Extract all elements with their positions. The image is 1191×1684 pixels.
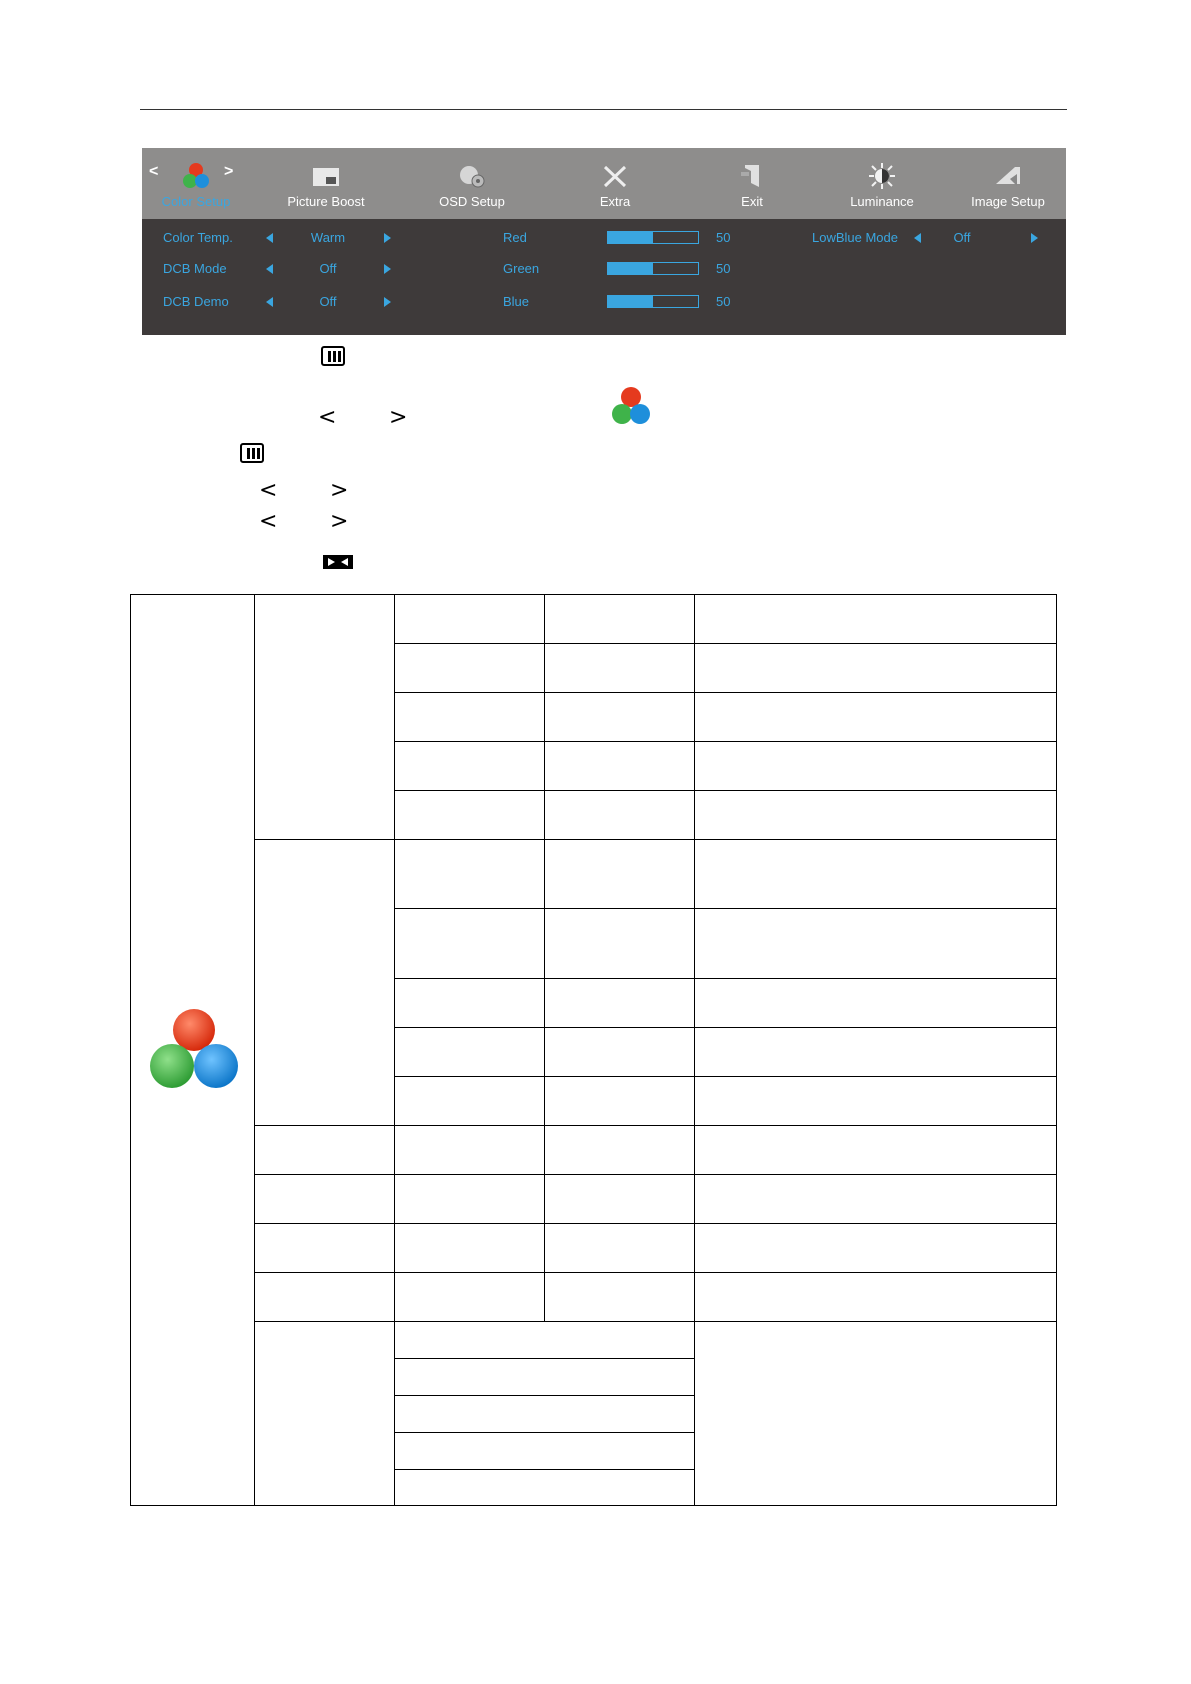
- color-temp-label: Color Temp.: [163, 230, 233, 245]
- osd-menu: [142, 148, 1066, 335]
- header-rule: [140, 109, 1067, 110]
- table-cell: [394, 741, 545, 791]
- dcb-mode-value[interactable]: Off: [319, 261, 337, 276]
- tab-picture-boost[interactable]: [266, 148, 386, 219]
- table-cell: [394, 1125, 545, 1175]
- table-cell: [694, 1076, 1057, 1126]
- menu-button-icon: [321, 346, 345, 366]
- image-setup-icon: [993, 162, 1023, 190]
- picture-boost-icon: [311, 162, 341, 190]
- right-chevron-icon: >: [330, 509, 349, 534]
- right-chevron-icon: >: [389, 405, 408, 430]
- osd-tab-bar: [142, 148, 1066, 219]
- table-cell: [694, 1174, 1057, 1224]
- left-chevron-icon: <: [259, 478, 278, 503]
- dcb-mode-label: DCB Mode: [163, 261, 227, 276]
- table-cell: [394, 1223, 545, 1273]
- tab-label: Luminance: [850, 194, 914, 209]
- table-cell: [694, 741, 1057, 791]
- tab-exit[interactable]: [702, 148, 802, 219]
- tab-label: OSD Setup: [439, 194, 505, 209]
- color-temp-left-arrow-icon[interactable]: [266, 233, 273, 243]
- color-temp-right-arrow-icon[interactable]: [384, 233, 391, 243]
- settings-table: [130, 594, 1057, 1506]
- dcb-demo-right-arrow-icon[interactable]: [384, 297, 391, 307]
- table-cell: [394, 594, 545, 644]
- table-cell: [694, 1027, 1057, 1077]
- source-exit-button-icon: [323, 553, 353, 571]
- lowblue-left-arrow-icon[interactable]: [914, 233, 921, 243]
- table-cell: [394, 1432, 695, 1470]
- table-cell: [544, 839, 695, 909]
- table-cell: [254, 1223, 395, 1273]
- table-cell: [694, 790, 1057, 840]
- luminance-icon: [867, 162, 897, 190]
- red-slider-fill: [608, 232, 653, 243]
- green-slider-fill: [608, 263, 653, 274]
- table-cell: [254, 1272, 395, 1322]
- right-chevron-icon: >: [330, 478, 349, 503]
- table-cell: [694, 1223, 1057, 1273]
- table-cell: [394, 1321, 695, 1359]
- table-cell: [544, 1174, 695, 1224]
- exit-icon: [737, 162, 767, 190]
- table-cell: [544, 1027, 695, 1077]
- table-cell: [544, 978, 695, 1028]
- blue-value: 50: [716, 294, 731, 309]
- tab-label: Exit: [741, 194, 763, 209]
- table-cell: [394, 1395, 695, 1433]
- tab-label: Extra: [599, 194, 631, 209]
- table-cell: [694, 594, 1057, 644]
- table-cell: [394, 1076, 545, 1126]
- left-chevron-icon: <: [318, 405, 337, 430]
- table-cell: [254, 1174, 395, 1224]
- table-cell: [544, 741, 695, 791]
- tab-luminance[interactable]: [822, 148, 942, 219]
- table-cell: [394, 1027, 545, 1077]
- color-setup-icon: [148, 1008, 240, 1090]
- table-cell: [544, 908, 695, 979]
- tab-label: Image Setup: [971, 194, 1045, 209]
- color-temp-value[interactable]: Warm: [310, 230, 346, 245]
- table-cell: [694, 1321, 1057, 1506]
- table-cell: [394, 839, 545, 909]
- table-cell: [544, 594, 695, 644]
- osd-setup-icon: [457, 162, 487, 190]
- dcb-mode-right-arrow-icon[interactable]: [384, 264, 391, 274]
- extra-icon: [600, 162, 630, 190]
- blue-label: Blue: [503, 294, 530, 309]
- dcb-demo-left-arrow-icon[interactable]: [266, 297, 273, 307]
- tab-label: Picture Boost: [287, 194, 365, 209]
- table-cell: [254, 839, 395, 1126]
- table-cell: [254, 594, 395, 840]
- table-cell: [394, 908, 545, 979]
- dcb-demo-value[interactable]: Off: [319, 294, 337, 309]
- table-cell: [394, 692, 545, 742]
- tab-label: Color Setup: [161, 194, 231, 209]
- table-cell: [694, 978, 1057, 1028]
- blue-slider[interactable]: [607, 295, 699, 308]
- table-cell: [544, 1076, 695, 1126]
- table-cell: [694, 908, 1057, 979]
- green-label: Green: [503, 261, 540, 276]
- tab-next-icon[interactable]: >: [224, 163, 234, 180]
- dcb-demo-label: DCB Demo: [163, 294, 229, 309]
- table-cell: [254, 1321, 395, 1506]
- table-cell: [544, 1272, 695, 1322]
- red-label: Red: [503, 230, 527, 245]
- table-cell: [394, 790, 545, 840]
- osd-settings-panel: [142, 219, 1066, 335]
- table-cell: [254, 1125, 395, 1175]
- menu-button-icon: [240, 443, 264, 463]
- tab-image-setup[interactable]: [950, 148, 1066, 219]
- left-chevron-icon: <: [259, 509, 278, 534]
- table-cell: [694, 1272, 1057, 1322]
- dcb-mode-left-arrow-icon[interactable]: [266, 264, 273, 274]
- green-slider[interactable]: [607, 262, 699, 275]
- table-cell: [544, 1125, 695, 1175]
- table-cell: [694, 643, 1057, 693]
- green-value: 50: [716, 261, 731, 276]
- table-cell: [394, 1469, 695, 1506]
- red-slider[interactable]: [607, 231, 699, 244]
- table-cell: [394, 643, 545, 693]
- table-cell: [544, 692, 695, 742]
- table-cell: [694, 839, 1057, 909]
- lowblue-mode-label: LowBlue Mode: [812, 230, 898, 245]
- tab-prev-icon[interactable]: <: [149, 163, 159, 180]
- table-cell: [694, 692, 1057, 742]
- tab-osd-setup[interactable]: [412, 148, 532, 219]
- table-cell: [394, 1272, 545, 1322]
- lowblue-mode-value[interactable]: Off: [953, 230, 971, 245]
- color-setup-icon: [181, 162, 211, 190]
- table-cell: [544, 790, 695, 840]
- lowblue-right-arrow-icon[interactable]: [1031, 233, 1038, 243]
- tab-extra[interactable]: [560, 148, 670, 219]
- table-cell: [394, 1174, 545, 1224]
- red-value: 50: [716, 230, 731, 245]
- blue-slider-fill: [608, 296, 653, 307]
- table-cell: [394, 978, 545, 1028]
- table-cell: [544, 1223, 695, 1273]
- table-cell: [394, 1358, 695, 1396]
- table-cell: [694, 1125, 1057, 1175]
- table-cell: [544, 643, 695, 693]
- color-setup-icon: [609, 386, 653, 426]
- tab-color-setup[interactable]: [144, 148, 248, 219]
